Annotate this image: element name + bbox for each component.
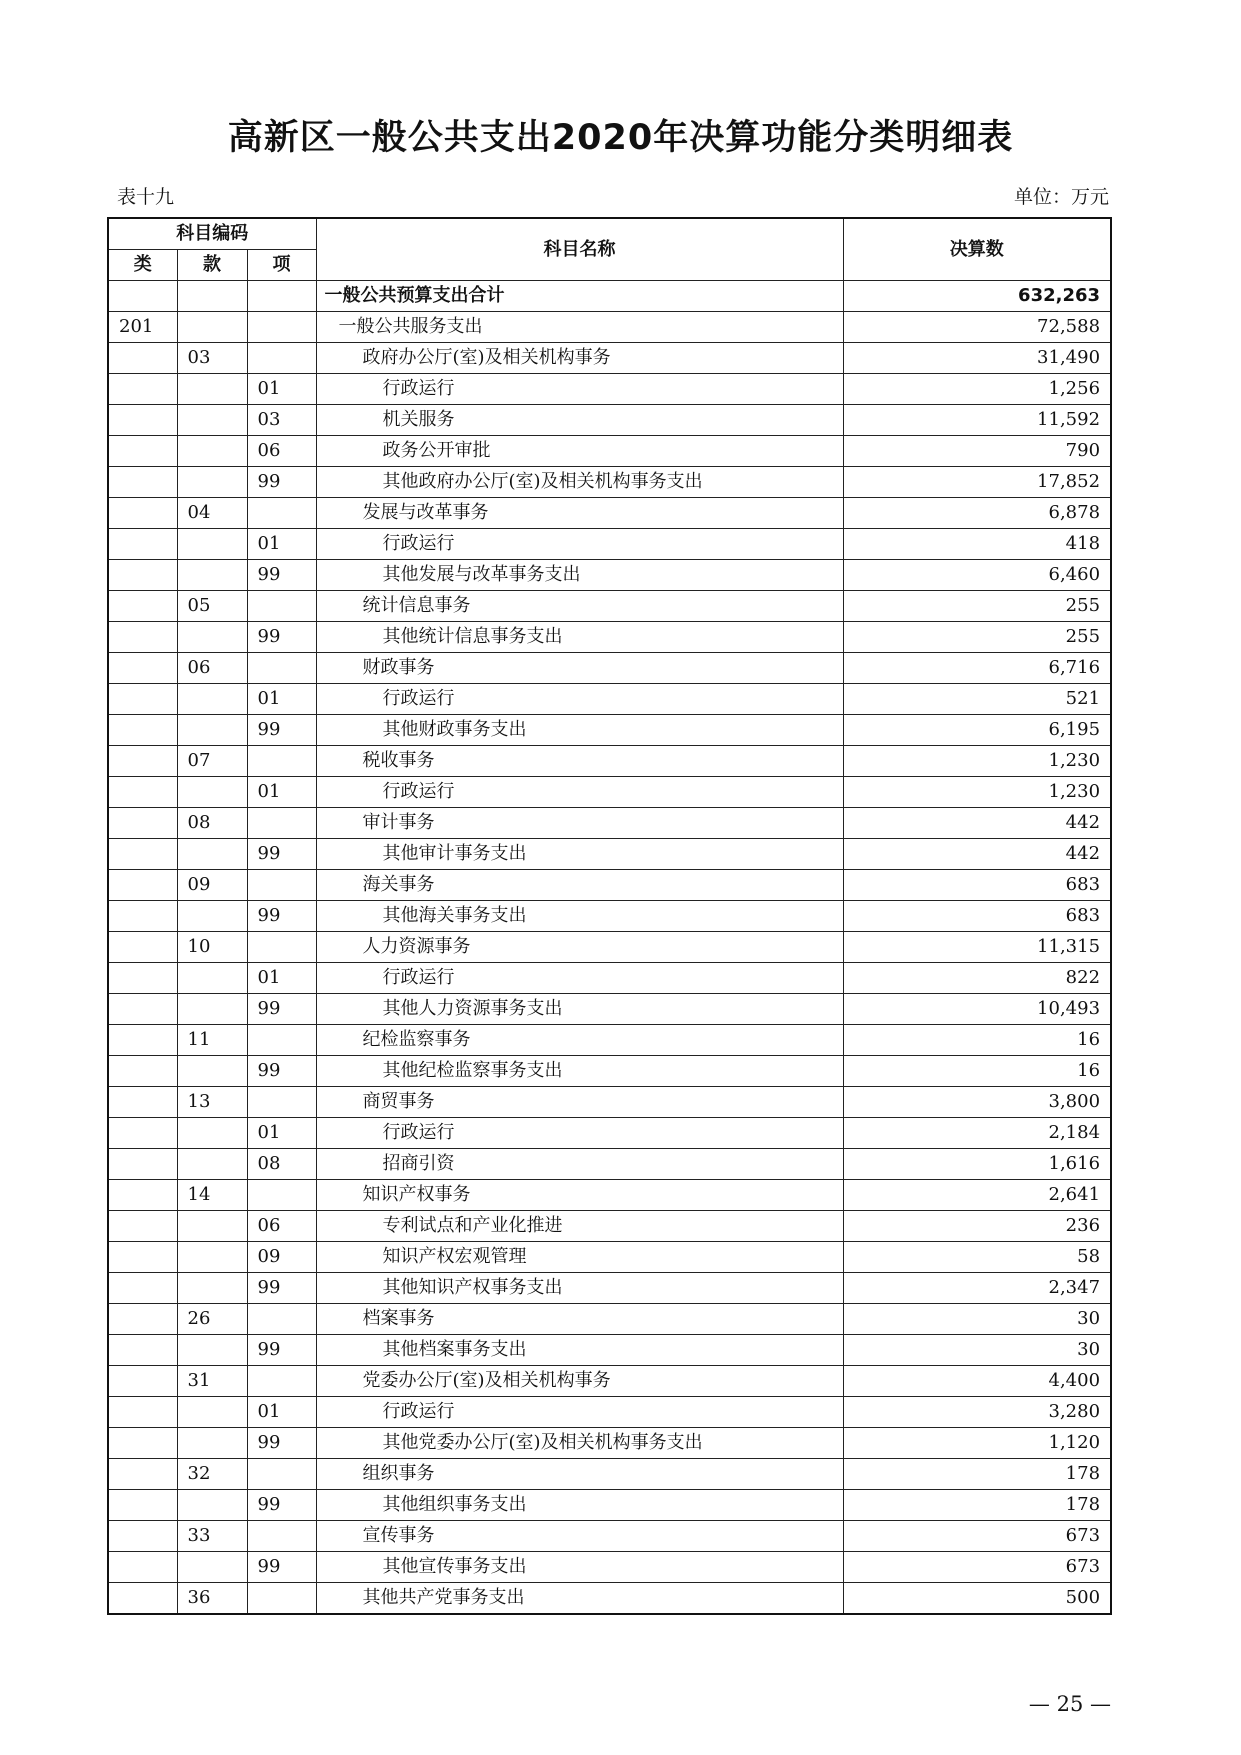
cell-xiang: 99 (247, 467, 316, 498)
cell-lei (108, 1397, 177, 1428)
cell-kuan (177, 1552, 247, 1583)
cell-amount: 3,280 (843, 1397, 1111, 1428)
table-row (108, 653, 1111, 684)
cell-kuan (177, 467, 247, 498)
cell-name: 行政运行 (316, 1397, 843, 1428)
cell-kuan (177, 839, 247, 870)
cell-kuan: 32 (177, 1459, 247, 1490)
cell-amount: 4,400 (843, 1366, 1111, 1397)
cell-lei: 201 (108, 312, 177, 343)
table-row (108, 1273, 1111, 1304)
cell-xiang (247, 746, 316, 777)
cell-lei (108, 1087, 177, 1118)
cell-xiang: 06 (247, 1211, 316, 1242)
cell-lei (108, 467, 177, 498)
table-row (108, 870, 1111, 901)
cell-xiang: 99 (247, 1490, 316, 1521)
header-xiang: 项 (247, 250, 316, 281)
cell-name: 行政运行 (316, 777, 843, 808)
cell-kuan (177, 994, 247, 1025)
cell-lei (108, 343, 177, 374)
table-row (108, 1025, 1111, 1056)
cell-amount: 822 (843, 963, 1111, 994)
header-lei: 类 (108, 250, 177, 281)
cell-name: 其他财政事务支出 (316, 715, 843, 746)
cell-amount: 1,256 (843, 374, 1111, 405)
cell-lei (108, 1180, 177, 1211)
cell-name: 其他审计事务支出 (316, 839, 843, 870)
cell-name: 一般公共预算支出合计 (316, 281, 843, 312)
cell-lei (108, 1521, 177, 1552)
cell-amount: 6,195 (843, 715, 1111, 746)
cell-name: 审计事务 (316, 808, 843, 839)
cell-name: 专利试点和产业化推进 (316, 1211, 843, 1242)
cell-amount: 255 (843, 591, 1111, 622)
cell-xiang: 01 (247, 1397, 316, 1428)
cell-xiang (247, 1087, 316, 1118)
table-row (108, 1335, 1111, 1366)
cell-name: 其他组织事务支出 (316, 1490, 843, 1521)
cell-kuan: 14 (177, 1180, 247, 1211)
cell-kuan: 13 (177, 1087, 247, 1118)
cell-xiang: 99 (247, 1335, 316, 1366)
cell-kuan (177, 777, 247, 808)
header-name: 科目名称 (316, 218, 843, 281)
cell-lei (108, 1366, 177, 1397)
cell-name: 其他知识产权事务支出 (316, 1273, 843, 1304)
table-row (108, 1459, 1111, 1490)
cell-amount: 790 (843, 436, 1111, 467)
cell-lei (108, 1149, 177, 1180)
cell-amount: 673 (843, 1521, 1111, 1552)
cell-name: 知识产权事务 (316, 1180, 843, 1211)
cell-xiang (247, 1304, 316, 1335)
cell-xiang (247, 343, 316, 374)
cell-kuan (177, 1335, 247, 1366)
page-number: — 25 — (1028, 1692, 1111, 1716)
cell-lei (108, 963, 177, 994)
cell-xiang: 03 (247, 405, 316, 436)
cell-kuan (177, 560, 247, 591)
cell-kuan (177, 963, 247, 994)
cell-amount: 418 (843, 529, 1111, 560)
table-row (108, 1087, 1111, 1118)
table-row (108, 1149, 1111, 1180)
header-amount: 决算数 (843, 218, 1111, 281)
cell-amount: 10,493 (843, 994, 1111, 1025)
cell-kuan (177, 281, 247, 312)
cell-amount: 521 (843, 684, 1111, 715)
cell-amount: 673 (843, 1552, 1111, 1583)
cell-amount: 442 (843, 808, 1111, 839)
cell-name: 其他统计信息事务支出 (316, 622, 843, 653)
cell-lei (108, 1273, 177, 1304)
cell-lei (108, 591, 177, 622)
cell-name: 行政运行 (316, 684, 843, 715)
cell-kuan (177, 1149, 247, 1180)
cell-lei (108, 1056, 177, 1087)
cell-xiang: 06 (247, 436, 316, 467)
cell-kuan (177, 529, 247, 560)
table-row (108, 932, 1111, 963)
cell-xiang: 99 (247, 1273, 316, 1304)
cell-xiang (247, 498, 316, 529)
cell-xiang: 01 (247, 1118, 316, 1149)
cell-xiang: 01 (247, 684, 316, 715)
cell-xiang (247, 1583, 316, 1615)
table-row (108, 343, 1111, 374)
cell-name: 其他共产党事务支出 (316, 1583, 843, 1615)
cell-lei (108, 281, 177, 312)
cell-name: 党委办公厅(室)及相关机构事务 (316, 1366, 843, 1397)
cell-lei (108, 684, 177, 715)
table-row (108, 901, 1111, 932)
cell-lei (108, 1335, 177, 1366)
cell-name: 其他海关事务支出 (316, 901, 843, 932)
table-row (108, 405, 1111, 436)
cell-kuan (177, 1397, 247, 1428)
cell-xiang (247, 1459, 316, 1490)
cell-name: 海关事务 (316, 870, 843, 901)
cell-amount: 683 (843, 901, 1111, 932)
table-row (108, 529, 1111, 560)
cell-xiang (247, 591, 316, 622)
cell-amount: 11,592 (843, 405, 1111, 436)
cell-xiang: 99 (247, 622, 316, 653)
cell-name: 发展与改革事务 (316, 498, 843, 529)
table-row (108, 715, 1111, 746)
budget-table (107, 217, 1112, 1615)
cell-lei (108, 746, 177, 777)
cell-kuan (177, 901, 247, 932)
table-body (108, 281, 1111, 1615)
cell-amount: 683 (843, 870, 1111, 901)
cell-name: 其他档案事务支出 (316, 1335, 843, 1366)
cell-name: 商贸事务 (316, 1087, 843, 1118)
cell-xiang: 01 (247, 777, 316, 808)
table-row (108, 1118, 1111, 1149)
cell-name: 其他发展与改革事务支出 (316, 560, 843, 591)
cell-amount: 1,120 (843, 1428, 1111, 1459)
table-row (108, 777, 1111, 808)
cell-xiang (247, 312, 316, 343)
cell-name: 组织事务 (316, 1459, 843, 1490)
cell-amount: 500 (843, 1583, 1111, 1615)
cell-kuan (177, 312, 247, 343)
cell-xiang (247, 653, 316, 684)
cell-amount: 6,716 (843, 653, 1111, 684)
cell-amount: 72,588 (843, 312, 1111, 343)
table-row (108, 1242, 1111, 1273)
table-row (108, 684, 1111, 715)
cell-name: 统计信息事务 (316, 591, 843, 622)
cell-amount: 16 (843, 1025, 1111, 1056)
cell-kuan: 31 (177, 1366, 247, 1397)
cell-lei (108, 870, 177, 901)
cell-lei (108, 1583, 177, 1615)
table-row (108, 312, 1111, 343)
table-row (108, 436, 1111, 467)
table-row (108, 1583, 1111, 1615)
cell-amount: 1,230 (843, 746, 1111, 777)
table-row (108, 746, 1111, 777)
header-kuan: 款 (177, 250, 247, 281)
cell-name: 其他党委办公厅(室)及相关机构事务支出 (316, 1428, 843, 1459)
cell-name: 人力资源事务 (316, 932, 843, 963)
table-row (108, 1521, 1111, 1552)
cell-name: 招商引资 (316, 1149, 843, 1180)
table-number: 表十九 (117, 186, 175, 208)
cell-kuan: 26 (177, 1304, 247, 1335)
cell-name: 档案事务 (316, 1304, 843, 1335)
cell-name: 行政运行 (316, 963, 843, 994)
cell-name: 其他政府办公厅(室)及相关机构事务支出 (316, 467, 843, 498)
cell-xiang: 99 (247, 1428, 316, 1459)
table-row (108, 1180, 1111, 1211)
cell-xiang: 99 (247, 1552, 316, 1583)
cell-amount: 1,230 (843, 777, 1111, 808)
cell-lei (108, 653, 177, 684)
cell-lei (108, 529, 177, 560)
cell-lei (108, 1025, 177, 1056)
cell-kuan: 04 (177, 498, 247, 529)
cell-amount: 255 (843, 622, 1111, 653)
table-row (108, 808, 1111, 839)
cell-kuan: 36 (177, 1583, 247, 1615)
cell-lei (108, 436, 177, 467)
cell-kuan: 03 (177, 343, 247, 374)
cell-lei (108, 994, 177, 1025)
cell-kuan (177, 1118, 247, 1149)
cell-lei (108, 1428, 177, 1459)
cell-kuan (177, 436, 247, 467)
cell-lei (108, 1459, 177, 1490)
table-row (108, 1056, 1111, 1087)
cell-xiang: 01 (247, 529, 316, 560)
cell-xiang: 99 (247, 715, 316, 746)
cell-lei (108, 1304, 177, 1335)
cell-name: 机关服务 (316, 405, 843, 436)
cell-xiang (247, 1521, 316, 1552)
cell-kuan: 05 (177, 591, 247, 622)
cell-lei (108, 808, 177, 839)
cell-kuan (177, 1056, 247, 1087)
cell-lei (108, 1118, 177, 1149)
cell-kuan (177, 715, 247, 746)
table-row (108, 591, 1111, 622)
cell-name: 知识产权宏观管理 (316, 1242, 843, 1273)
cell-amount: 1,616 (843, 1149, 1111, 1180)
cell-amount: 11,315 (843, 932, 1111, 963)
cell-kuan (177, 1490, 247, 1521)
cell-lei (108, 1490, 177, 1521)
cell-lei (108, 715, 177, 746)
cell-kuan (177, 1273, 247, 1304)
cell-name: 其他纪检监察事务支出 (316, 1056, 843, 1087)
cell-xiang: 99 (247, 839, 316, 870)
cell-lei (108, 560, 177, 591)
cell-lei (108, 777, 177, 808)
cell-lei (108, 839, 177, 870)
cell-amount: 30 (843, 1304, 1111, 1335)
cell-xiang: 01 (247, 374, 316, 405)
cell-xiang (247, 1025, 316, 1056)
table-row (108, 1397, 1111, 1428)
cell-xiang: 99 (247, 560, 316, 591)
cell-kuan: 06 (177, 653, 247, 684)
cell-name: 纪检监察事务 (316, 1025, 843, 1056)
page-title: 高新区一般公共支出2020年决算功能分类明细表 (227, 118, 1014, 158)
table-row (108, 1428, 1111, 1459)
header-code-group: 科目编码 (108, 218, 316, 250)
cell-kuan: 10 (177, 932, 247, 963)
cell-lei (108, 498, 177, 529)
cell-name: 税收事务 (316, 746, 843, 777)
cell-lei (108, 622, 177, 653)
cell-xiang: 08 (247, 1149, 316, 1180)
cell-xiang (247, 870, 316, 901)
cell-kuan (177, 622, 247, 653)
cell-name: 其他人力资源事务支出 (316, 994, 843, 1025)
cell-amount: 178 (843, 1459, 1111, 1490)
cell-amount: 2,184 (843, 1118, 1111, 1149)
cell-lei (108, 1552, 177, 1583)
cell-name: 行政运行 (316, 529, 843, 560)
cell-kuan: 07 (177, 746, 247, 777)
cell-xiang (247, 1366, 316, 1397)
cell-kuan (177, 684, 247, 715)
cell-lei (108, 932, 177, 963)
cell-amount: 3,800 (843, 1087, 1111, 1118)
cell-amount: 31,490 (843, 343, 1111, 374)
cell-amount: 2,347 (843, 1273, 1111, 1304)
cell-amount: 178 (843, 1490, 1111, 1521)
table-row (108, 839, 1111, 870)
cell-xiang: 99 (247, 1056, 316, 1087)
cell-kuan (177, 1428, 247, 1459)
table-row (108, 1490, 1111, 1521)
table-row (108, 994, 1111, 1025)
table-row-total (108, 281, 1111, 312)
unit-label: 单位：万元 (1013, 186, 1109, 208)
cell-kuan: 08 (177, 808, 247, 839)
table-row (108, 498, 1111, 529)
cell-kuan: 11 (177, 1025, 247, 1056)
cell-amount: 442 (843, 839, 1111, 870)
cell-name: 宣传事务 (316, 1521, 843, 1552)
table-header (108, 218, 1111, 281)
cell-amount: 236 (843, 1211, 1111, 1242)
cell-amount: 17,852 (843, 467, 1111, 498)
cell-amount: 30 (843, 1335, 1111, 1366)
cell-name: 财政事务 (316, 653, 843, 684)
table-row (108, 622, 1111, 653)
cell-kuan (177, 405, 247, 436)
table-row (108, 963, 1111, 994)
cell-amount: 6,878 (843, 498, 1111, 529)
cell-name: 行政运行 (316, 374, 843, 405)
cell-xiang: 99 (247, 994, 316, 1025)
table-row (108, 1211, 1111, 1242)
cell-xiang: 99 (247, 901, 316, 932)
table-row (108, 560, 1111, 591)
cell-xiang: 09 (247, 1242, 316, 1273)
cell-name: 行政运行 (316, 1118, 843, 1149)
table-row (108, 1304, 1111, 1335)
cell-kuan (177, 374, 247, 405)
cell-name: 一般公共服务支出 (316, 312, 843, 343)
table-row (108, 1552, 1111, 1583)
cell-xiang (247, 281, 316, 312)
cell-xiang (247, 1180, 316, 1211)
cell-lei (108, 1211, 177, 1242)
cell-xiang: 01 (247, 963, 316, 994)
cell-kuan (177, 1211, 247, 1242)
cell-lei (108, 405, 177, 436)
cell-kuan (177, 1242, 247, 1273)
cell-xiang (247, 808, 316, 839)
cell-name: 其他宣传事务支出 (316, 1552, 843, 1583)
cell-lei (108, 1242, 177, 1273)
cell-amount: 58 (843, 1242, 1111, 1273)
cell-name: 政府办公厅(室)及相关机构事务 (316, 343, 843, 374)
cell-amount: 16 (843, 1056, 1111, 1087)
cell-xiang (247, 932, 316, 963)
table-row (108, 467, 1111, 498)
cell-lei (108, 374, 177, 405)
cell-lei (108, 901, 177, 932)
cell-kuan: 33 (177, 1521, 247, 1552)
table-row (108, 1366, 1111, 1397)
cell-amount: 2,641 (843, 1180, 1111, 1211)
cell-amount: 632,263 (843, 281, 1111, 312)
cell-amount: 6,460 (843, 560, 1111, 591)
cell-kuan: 09 (177, 870, 247, 901)
cell-name: 政务公开审批 (316, 436, 843, 467)
table-row (108, 374, 1111, 405)
